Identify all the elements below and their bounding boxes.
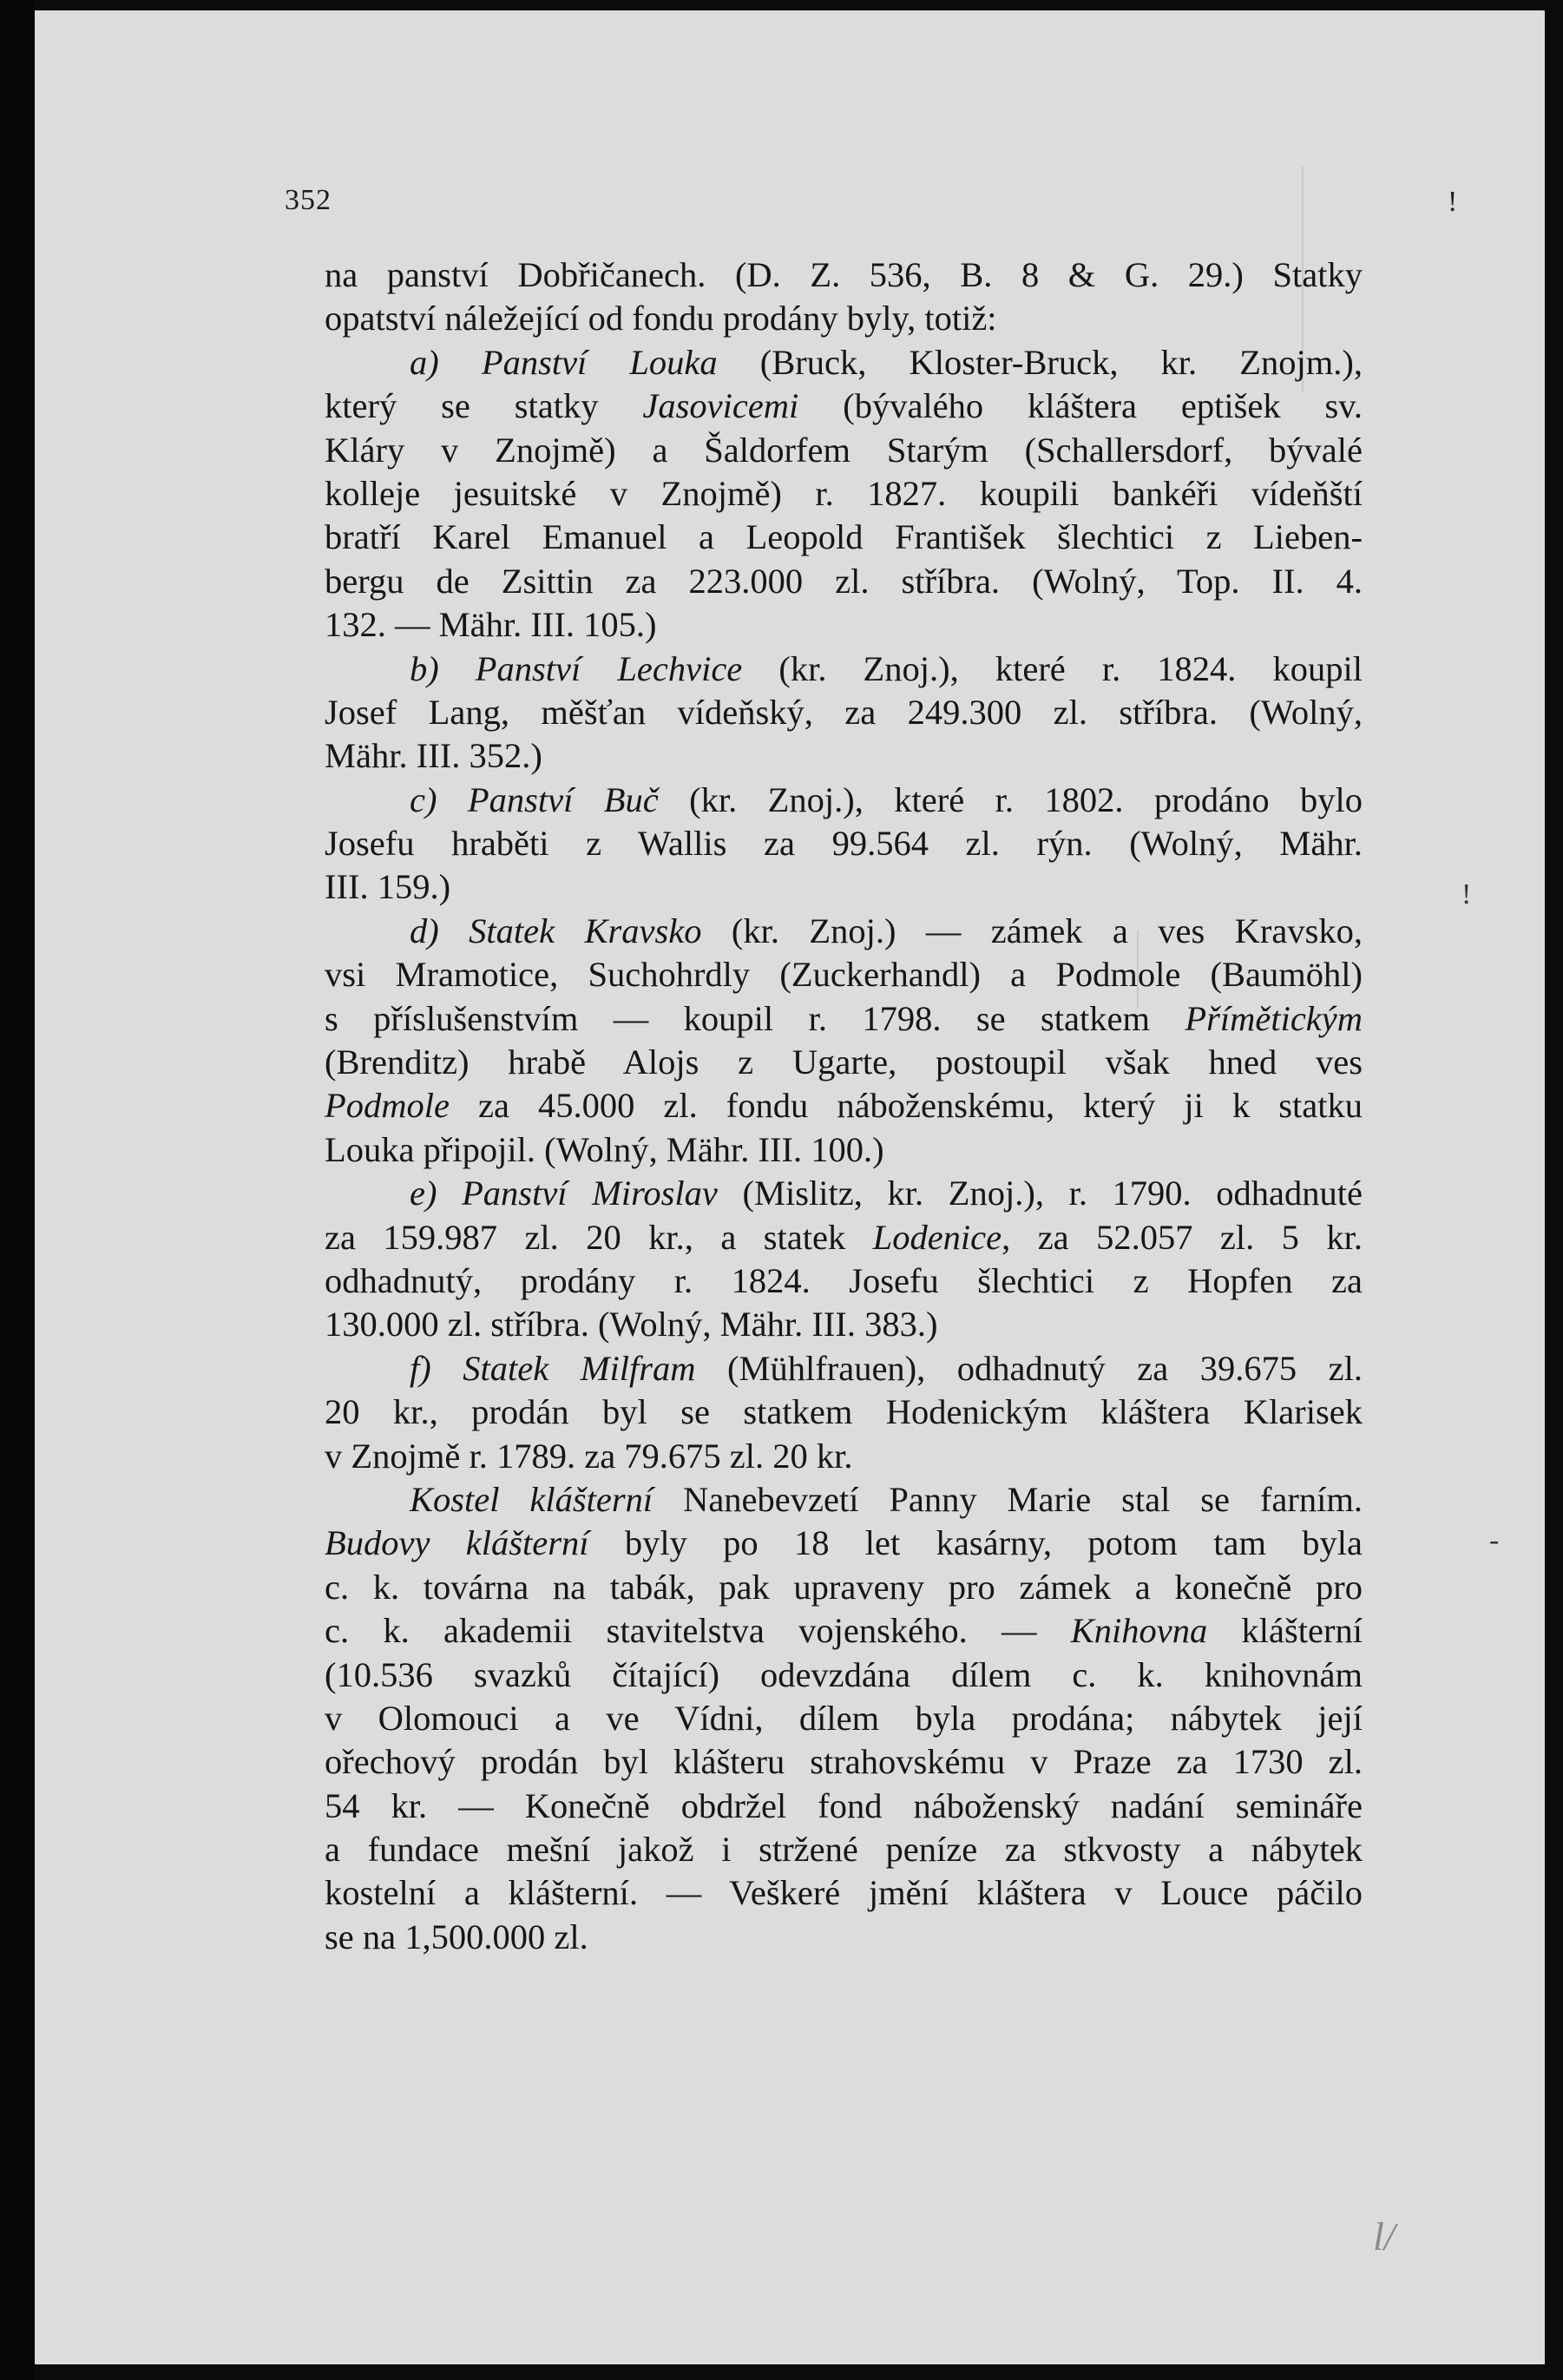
text-span: klášterní: [1207, 1611, 1363, 1651]
text-span: (Mühlfrauen), odhadnutý za 39.675 zl.: [695, 1348, 1363, 1388]
text-span: 54 kr. — Konečně obdržel fond náboženský nadání semináře: [325, 1785, 1363, 1825]
italic-term: e) Panství Miroslav: [410, 1174, 718, 1213]
italic-term: b) Panství Lechvice: [410, 648, 743, 688]
text-line: [325, 1697, 1363, 1740]
text-line: [325, 1084, 1363, 1128]
text-span: c. k. akademii stavitelstva vojenského. —: [325, 1611, 1071, 1651]
text-line: [325, 560, 1363, 603]
italic-term: d) Statek Kravsko: [410, 911, 702, 950]
text-span: za 159.987 zl. 20 kr., a statek: [325, 1217, 873, 1257]
text-line: [325, 1128, 1363, 1172]
text-span: v Olomouci a ve Vídni, dílem byla prodána; nábytek její: [325, 1698, 1363, 1738]
text-span: se na 1,500.000 zl.: [325, 1916, 588, 1956]
italic-term: Podmole: [325, 1086, 450, 1126]
text-line: [325, 1041, 1363, 1084]
text-line: [325, 910, 1363, 953]
text-line: [325, 603, 1363, 647]
text-line: [325, 341, 1363, 385]
text-line: [325, 1478, 1363, 1522]
italic-term: Knihovna: [1070, 1611, 1208, 1651]
text-line: [325, 1172, 1363, 1215]
text-line: [325, 1391, 1363, 1434]
text-line: [325, 1740, 1363, 1784]
text-span: s příslušenstvím — koupil r. 1798. se statkem: [325, 998, 1185, 1038]
text-line: [325, 253, 1363, 297]
text-line: [325, 1303, 1363, 1346]
text-line: [325, 1435, 1363, 1478]
text-span: III. 159.): [325, 867, 451, 907]
text-span: Josefu hraběti z Wallis za 99.564 zl. rýn. (Wolný, Mähr.: [325, 824, 1363, 864]
text-span: odhadnutý, prodány r. 1824. Josefu šlechtici z Hopfen za: [325, 1260, 1363, 1300]
text-span: (kr. Znoj.) — zámek a ves Kravsko,: [701, 911, 1363, 950]
italic-term: c) Panství Buč: [410, 779, 659, 819]
text-span: (kr. Znoj.), které r. 1802. prodáno bylo: [658, 779, 1363, 819]
text-line: [325, 648, 1363, 691]
text-line: [325, 1871, 1363, 1915]
text-line: [325, 865, 1363, 909]
text-line: [325, 1216, 1363, 1259]
text-span: , za 52.057 zl. 5 kr.: [1002, 1217, 1363, 1257]
text-line: [325, 1609, 1363, 1653]
italic-term: Jasovicemi: [642, 386, 799, 426]
italic-term: Kostel klášterní: [410, 1479, 653, 1519]
text-line: [325, 1347, 1363, 1391]
italic-term: a) Panství Louka: [410, 342, 718, 382]
pencil-doodle: l/: [1373, 2214, 1396, 2258]
body-text: [325, 253, 1363, 1959]
text-span: a fundace mešní jakož i stržené peníze za stkvosty a nábytek: [325, 1830, 1363, 1870]
text-span: Louka připojil. (Wolný, Mähr. III. 100.): [325, 1129, 884, 1169]
text-line: [325, 1259, 1363, 1303]
text-span: který se statky: [325, 386, 643, 426]
italic-term: Přímětickým: [1185, 998, 1363, 1038]
text-line: [325, 1566, 1363, 1609]
text-line: [325, 691, 1363, 734]
text-span: kolleje jesuitské v Znojmě) r. 1827. koupili bankéři vídeňští: [325, 473, 1363, 513]
text-line: [325, 734, 1363, 778]
text-span: na panství Dobřičanech. (D. Z. 536, B. 8 & G. 29.) Statky: [325, 255, 1363, 294]
text-span: za 45.000 zl. fondu náboženskému, který ji k statku: [449, 1086, 1363, 1126]
text-line: [325, 779, 1363, 822]
text-span: 132. — Mähr. III. 105.): [325, 605, 657, 645]
margin-mark: -: [1489, 1524, 1500, 1556]
text-span: c. k. továrna na tabák, pak upraveny pro zámek a konečně pro: [325, 1567, 1363, 1607]
text-span: 130.000 zl. stříbra. (Wolný, Mähr. III. 383.): [325, 1305, 938, 1345]
text-line: [325, 1785, 1363, 1828]
margin-mark: !: [1461, 878, 1472, 911]
page-number: 352: [285, 184, 332, 216]
text-span: (bývalého kláštera eptišek sv.: [798, 386, 1363, 426]
text-span: opatství náležející od fondu prodány byly, totiž:: [325, 299, 997, 339]
text-line: [325, 472, 1363, 516]
text-span: (Bruck, Kloster-Bruck, kr. Znojm.),: [717, 342, 1363, 382]
text-line: [325, 297, 1363, 340]
italic-term: f) Statek Milfram: [410, 1348, 696, 1388]
text-line: [325, 429, 1363, 472]
text-span: Kláry v Znojmě) a Šaldorfem Starým (Schallersdorf, bývalé: [325, 430, 1363, 470]
text-span: 20 kr., prodán byl se statkem Hodenickým kláštera Klarisek: [325, 1392, 1363, 1432]
text-line: [325, 385, 1363, 428]
text-span: (kr. Znoj.), které r. 1824. koupil: [742, 648, 1363, 688]
text-line: [325, 1828, 1363, 1871]
text-span: bergu de Zsittin za 223.000 zl. stříbra. (Wolný, Top. II. 4.: [325, 561, 1363, 601]
text-span: Josef Lang, měšťan vídeňský, za 249.300 zl. stříbra. (Wolný,: [325, 692, 1363, 732]
text-span: vsi Mramotice, Suchohrdly (Zuckerhandl) a Podmole (Baumöhl): [325, 955, 1363, 995]
text-line: [325, 822, 1363, 865]
text-span: Mähr. III. 352.): [325, 736, 542, 776]
text-span: (Brenditz) hrabě Alojs z Ugarte, postoupil však hned ves: [325, 1042, 1363, 1082]
text-line: [325, 1916, 1363, 1959]
scan-border: [0, 0, 35, 2380]
text-line: [325, 997, 1363, 1041]
corner-mark: !: [1448, 186, 1458, 218]
text-line: [325, 516, 1363, 559]
text-line: [325, 1654, 1363, 1697]
text-span: v Znojmě r. 1789. za 79.675 zl. 20 kr.: [325, 1436, 853, 1476]
text-span: (10.536 svazků čítající) odevzdána dílem c. k. knihovnám: [325, 1654, 1363, 1694]
text-span: byly po 18 let kasárny, potom tam byla: [588, 1523, 1363, 1563]
italic-term: Lodenice: [872, 1217, 1002, 1257]
text-span: bratří Karel Emanuel a Leopold František šlechtici z Lieben-: [325, 517, 1363, 557]
text-line: [325, 953, 1363, 996]
text-span: (Mislitz, kr. Znoj.), r. 1790. odhadnuté: [717, 1174, 1363, 1213]
text-span: kostelní a klášterní. — Veškeré jmění kláštera v Louce páčilo: [325, 1873, 1363, 1913]
text-span: ořechový prodán byl klášteru strahovskému v Praze za 1730 zl.: [325, 1742, 1363, 1782]
text-line: [325, 1522, 1363, 1565]
text-span: Nanebevzetí Panny Marie stal se farním.: [653, 1479, 1363, 1519]
italic-term: Budovy klášterní: [325, 1523, 589, 1563]
